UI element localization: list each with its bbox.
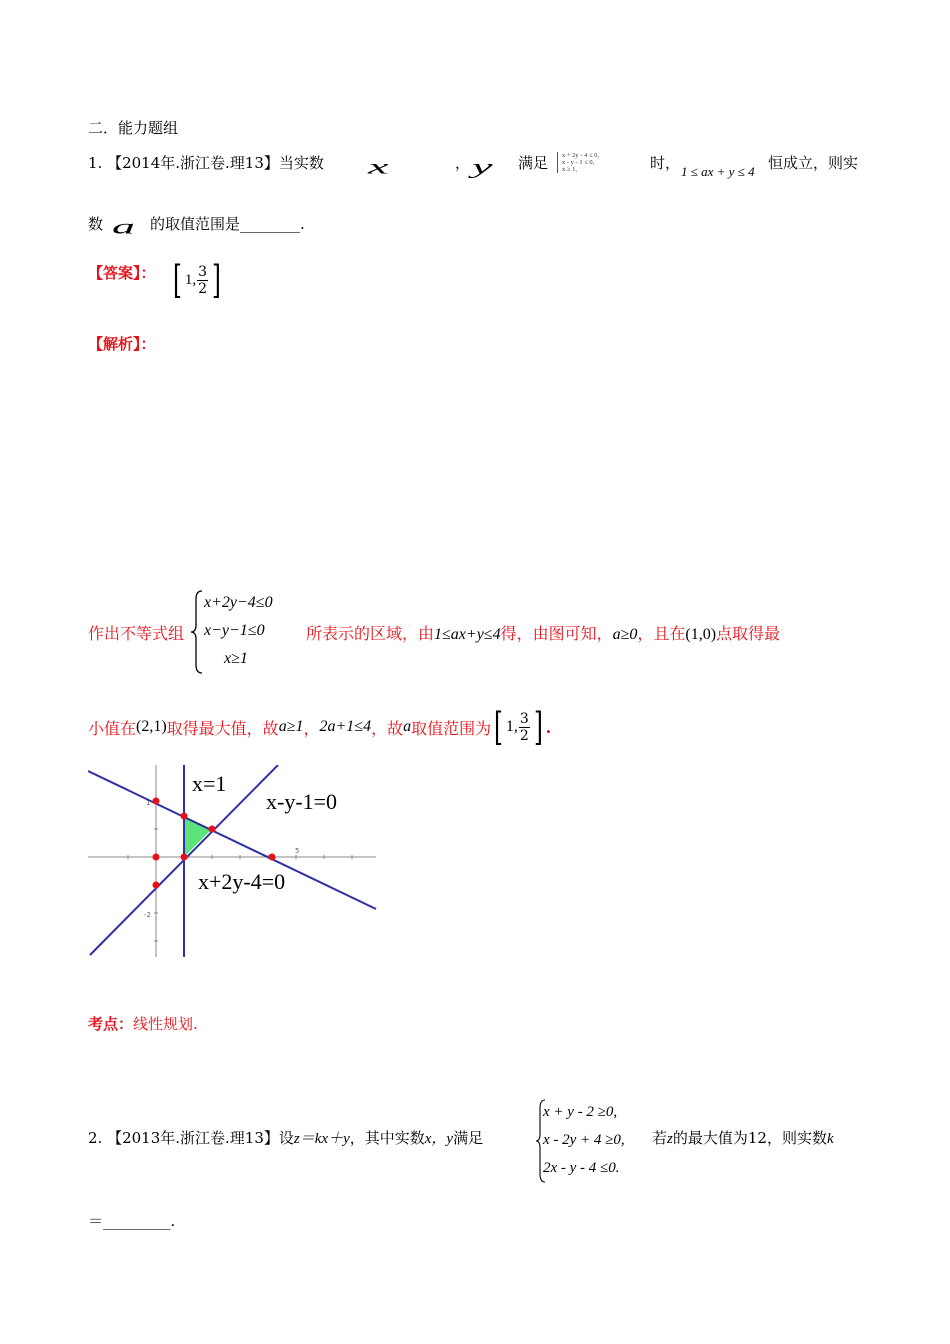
q1-intro: 当实数	[278, 154, 324, 172]
q2-tail	[652, 1127, 834, 1148]
question-1	[88, 152, 324, 192]
tick-y-neg: -2	[144, 911, 151, 919]
q1-var-x: x	[368, 155, 389, 178]
kaodian	[88, 1013, 198, 1034]
q2-source: 【2013年.浙江卷.理13】	[107, 1129, 279, 1147]
analysis-system	[190, 589, 310, 675]
answer-fraction: $\frac{3}{2}$	[198, 263, 207, 297]
q2-k: k	[826, 1131, 834, 1147]
q1-satisfy: 满足	[518, 154, 549, 172]
q1-comma: ，	[455, 154, 471, 172]
answer-value	[170, 255, 224, 305]
feasible-region-graph	[88, 765, 378, 957]
point	[153, 854, 160, 861]
q2-text1: 设	[278, 1129, 294, 1147]
q1-small-row-2: x - y - 1 ≤ 0,	[562, 159, 595, 166]
q2-system-row-2: x - 2y + 4 ≥0,	[543, 1132, 625, 1148]
q1-line2-suffix: 的取值范围是________.	[150, 215, 305, 233]
q2-text4: 若	[652, 1129, 668, 1147]
analysis-prefix: 作出不等式组	[88, 624, 185, 643]
q1-source: 【2014年.浙江卷.理13】	[107, 154, 279, 172]
q1-number: 1.	[88, 154, 103, 172]
analysis-range-fraction: $\frac{3}{2}$	[519, 710, 529, 744]
q2-text5: 的最大值为12，则实数	[672, 1129, 827, 1147]
analysis-ineq1: 1≤ax+y≤4	[434, 626, 501, 643]
q1-small-row-1: x + 2y - 4 ≤ 0,	[562, 152, 600, 159]
analysis-line2: 小值在 (2,1) 取得最大值，故 a≥1 ， 2a+1≤4 ，故 a 取值范围为 [ 1, $\frac{3}{2}$ ] .	[88, 705, 552, 749]
q1-small-system	[557, 152, 599, 173]
q1-always: 恒成立，则实	[768, 154, 859, 172]
q1-var-y: y	[472, 155, 493, 178]
q1-var-a: a	[112, 215, 135, 238]
label-x-minus-y-minus-1: x-y-1=0	[266, 789, 338, 814]
answer-left: 1,	[184, 271, 197, 288]
answer-bracket-left: [	[172, 258, 182, 302]
analysis-system-row-3: x≥1	[224, 650, 248, 667]
analysis-point2: (2,1)	[136, 718, 167, 735]
analysis-cond1: a≥0	[612, 626, 638, 643]
q1-inequality: 1 ≤ ax + y ≤ 4	[681, 164, 755, 179]
point	[153, 798, 160, 805]
q2-text3: 满足	[453, 1129, 484, 1147]
analysis-system-row-2: x−y−1≤0	[204, 622, 265, 639]
point	[153, 882, 160, 889]
answer-bracket-right: ]	[211, 258, 221, 302]
q1-when: 时，	[650, 154, 681, 172]
brace-icon	[190, 589, 204, 675]
label-x-equals-1: x=1	[192, 771, 227, 796]
label-x-plus-2y-minus-4: x+2y-4=0	[198, 869, 286, 894]
kaodian-text: 线性规划.	[133, 1015, 198, 1033]
section-heading: 二．能力题组	[88, 119, 179, 137]
q2-line2: ＝_________.	[88, 1212, 176, 1230]
analysis-bracket-left: [	[494, 705, 503, 749]
q2-system-row-3: 2x - y - 4 ≤0.	[543, 1160, 620, 1176]
analysis-bracket-right: ]	[533, 705, 543, 749]
q2-system	[535, 1098, 655, 1184]
analysis-cond3: 2a+1≤4	[319, 718, 372, 735]
q2-text2: ，其中实数	[349, 1129, 425, 1147]
point	[181, 854, 188, 861]
q2-system-row-1: x + y - 2 ≥0,	[543, 1104, 618, 1120]
kaodian-label: 考点：	[88, 1015, 134, 1033]
point	[209, 826, 216, 833]
q2-z-expr: z＝kx＋y	[293, 1131, 350, 1147]
q2-z: z	[667, 1131, 673, 1147]
analysis-range-left: 1,	[505, 718, 518, 735]
analysis-line1: 所表示的区域，由1≤ax+y≤4得，由图可知，a≥0，且在(1,0)点取得最	[306, 624, 781, 643]
tick-y-pos: 1	[146, 799, 151, 807]
analysis-system-row-1: x+2y−4≤0	[204, 594, 273, 611]
answer-label: 【答案】：	[88, 264, 156, 282]
question-2	[88, 1127, 483, 1148]
q2-number: 2.	[88, 1129, 103, 1147]
point	[181, 813, 188, 820]
point	[269, 854, 276, 861]
q1-line2-prefix: 数	[88, 215, 104, 233]
analysis-var-a: a	[403, 718, 412, 735]
analysis-label: 【解析】：	[88, 335, 156, 353]
q1-small-row-3: x ≥ 1,	[562, 166, 577, 173]
tick-x: 5	[295, 847, 300, 855]
analysis-cond2: a≥1	[278, 718, 304, 735]
q2-vars: x，y	[424, 1131, 454, 1147]
analysis-point1: (1,0)	[685, 626, 717, 643]
